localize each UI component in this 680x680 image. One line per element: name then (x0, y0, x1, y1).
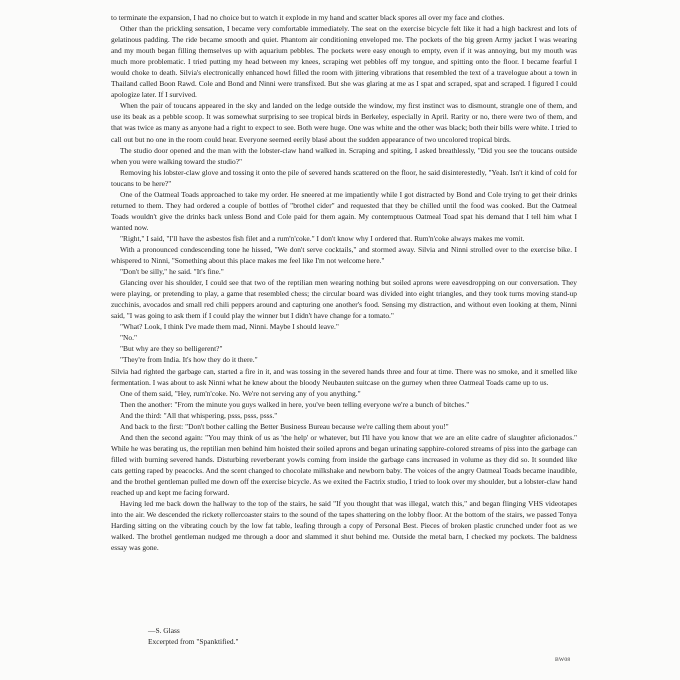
story-text (111, 12, 577, 553)
paragraph: Silvia had righted the garbage can, started a fire in it, and was tossing in the severed hands three and four at time. There was no smoke, and it smelled like fermentation. I was about to ask Ninni what he knew about the bloody Neubauten suitcase on the gurney when three Oatmeal Toads came up to us. (111, 366, 577, 387)
paragraph: When the pair of toucans appeared in the sky and landed on the ledge outside the window, my first instinct was to dismount, strangle one of them, and use its beak as a pebble scoop. It was somewhat surprising to see tropical birds in Berkeley, especially in April. Rarity or no, there were two of them, and that was twice as many as anyone had a right to expect to see. Both were huge. One was white and the other was black; both their bills were white. I tried to call out but no one in the room could hear. Everyone seemed eerily blasé about the sudden appearance of two uncolored tropical birds. (111, 101, 577, 144)
paragraph: "No." (120, 333, 138, 343)
paragraph: Glancing over his shoulder, I could see that two of the reptilian men wearing nothing but soiled aprons were eavesdropping on our conversation. They were playing, or pretending to play, a game that resembled chess; the circular board was divided into eight triangles, and they took turns moving stand-up zucchinis, avocados and small red chili peppers around and capturing one another's food. Sensing my distraction, and without even looking at them, Ninni said, "I was going to ask them if I could play the winner but I didn't have change for a tomato." (111, 278, 577, 321)
paragraph: "But why are they so belligerent?" (120, 344, 223, 354)
paragraph: "They're from India. It's how they do it there." (120, 355, 258, 365)
paragraph: Then the another: "From the minute you guys walked in here, you've been telling everyone we're a bunch of bitches." (120, 399, 470, 409)
paragraph: The studio door opened and the man with the lobster-claw hand walked in. Scraping and spiting, I asked breathlessly, "Did you see the toucans outside when you were walking toward the studio?" (111, 145, 577, 166)
paragraph: One of them said, "Hey, rum'n'coke. No. We're not serving any of you anything." (120, 388, 361, 398)
paragraph: Having led me back down the hallway to the top of the stairs, he said "If you thought that was illegal, watch this," and began flinging VHS videotapes into the air. We descended the rickety rollercoaster stairs to the sound of the tapes shattering on the lobby floor. At the bottom of the stairs, we passed Tonya Harding sitting on the vibrating couch by the low fat table, leafing through a copy of Personal Best. Pieces of broken plastic crunched under foot as we walked. The brothel gentleman nudged me through a door and slammed it shut behind me. Outside the metal barn, I checked my pockets. The baldness essay was gone. (111, 499, 577, 553)
page-code: BW08 (555, 657, 571, 663)
paragraph: And then the second again: "You may think of us as 'the help' or whatever, but I'll have you know that we are an elite cadre of slaughter aficionados." While he was berating us, the reptilian men behind him hoisted their soiled aprons and began urinating sapphire-colored streams of piss into the garbage can filled with burning severed hands. Disturbing reverberant yowls coming from inside the garbage cans increased in volume as they did so. It sounded like cats getting raped by peacocks. And the scent changed to chocolate milkshake and newborn baby. The voices of the angry Oatmeal Toads became inaudible, and the brothel gentleman pulled me down off the exercise bicycle. As we exited the Factrix studio, I tried to look over my shoulder, but a lobster-claw hand reached up and kept me facing forward. (111, 432, 577, 498)
paragraph: to terminate the expansion, I had no choice but to watch it explode in my hand and scatter black spores all over my face and clothes. (111, 13, 505, 22)
paragraph: Other than the prickling sensation, I became very comfortable immediately. The seat on the exercise bicycle felt like it had a high backrest and lots of gelatinous padding. The ride became smooth and quiet. Phantom air conditioning enveloped me. The pockets of the big green Army jacket I was wearing and my mouth began filling themselves up with aquarium pebbles. The pockets were easy enough to empty, even if it was annoying, but my mouth was much more problematic. I tried putting my head between my knees, scraping wet pebbles off my tongue, and spitting onto the floor. I became fearful I would choke to death. Silvia's electronically enhanced howl filled the room with jittering vibrations that resembled the text of a travelogue about a town in Thailand called Boon Rawd. Cole and Bond and Ninni were transfixed. But she was glaring at me as I spat and scraped, spat and scraped. I figured I could apologize later. If I survived. (111, 24, 577, 100)
signature-block (148, 625, 239, 647)
source-credit: Excerpted from "Spanktified." (148, 637, 239, 647)
paragraph: "Right," I said, "I'll have the asbestos fish filet and a rum'n'coke." I don't know why I ordered that. Rum'n'coke always makes me vomit. (120, 233, 525, 243)
paragraph: And the third: "All that whispering, psss, psss, psss." (120, 410, 278, 420)
paragraph: Removing his lobster-claw glove and tossing it onto the pile of severed hands scattered on the floor, he said disinterestedly, "Yeah. Isn't it kind of cold for toucans to be here?" (111, 167, 577, 188)
paragraph: With a pronounced condescending tone he hissed, "We don't serve cocktails," and stormed away. Silvia and Ninni strolled over to the exercise bike. I whispered to Ninni, "Something about this place makes me feel like I'm not welcome here." (111, 244, 577, 266)
paragraph: "Don't be silly," he said. "It's fine." (120, 267, 224, 277)
paragraph: One of the Oatmeal Toads approached to take my order. He sneered at me impatiently while I got distracted by Bond and Cole trying to get their drinks returned to them. They had ordered a couple of bottles of "brothel cider" and requested that they be chilled until the food was cooked. But the Oatmeal Toads wouldn't give the drinks back unless Bond and Cole paid for them again. My contemptuous Oatmeal Toad spat his demand that I tell him what I wanted now. (111, 189, 577, 232)
author-signature: —S. Glass (148, 626, 180, 635)
paragraph: "What? Look, I think I've made them mad, Ninni. Maybe I should leave." (120, 322, 339, 332)
paragraph: And back to the first: "Don't bother calling the Better Business Bureau because we're calling them about you!" (120, 421, 449, 431)
